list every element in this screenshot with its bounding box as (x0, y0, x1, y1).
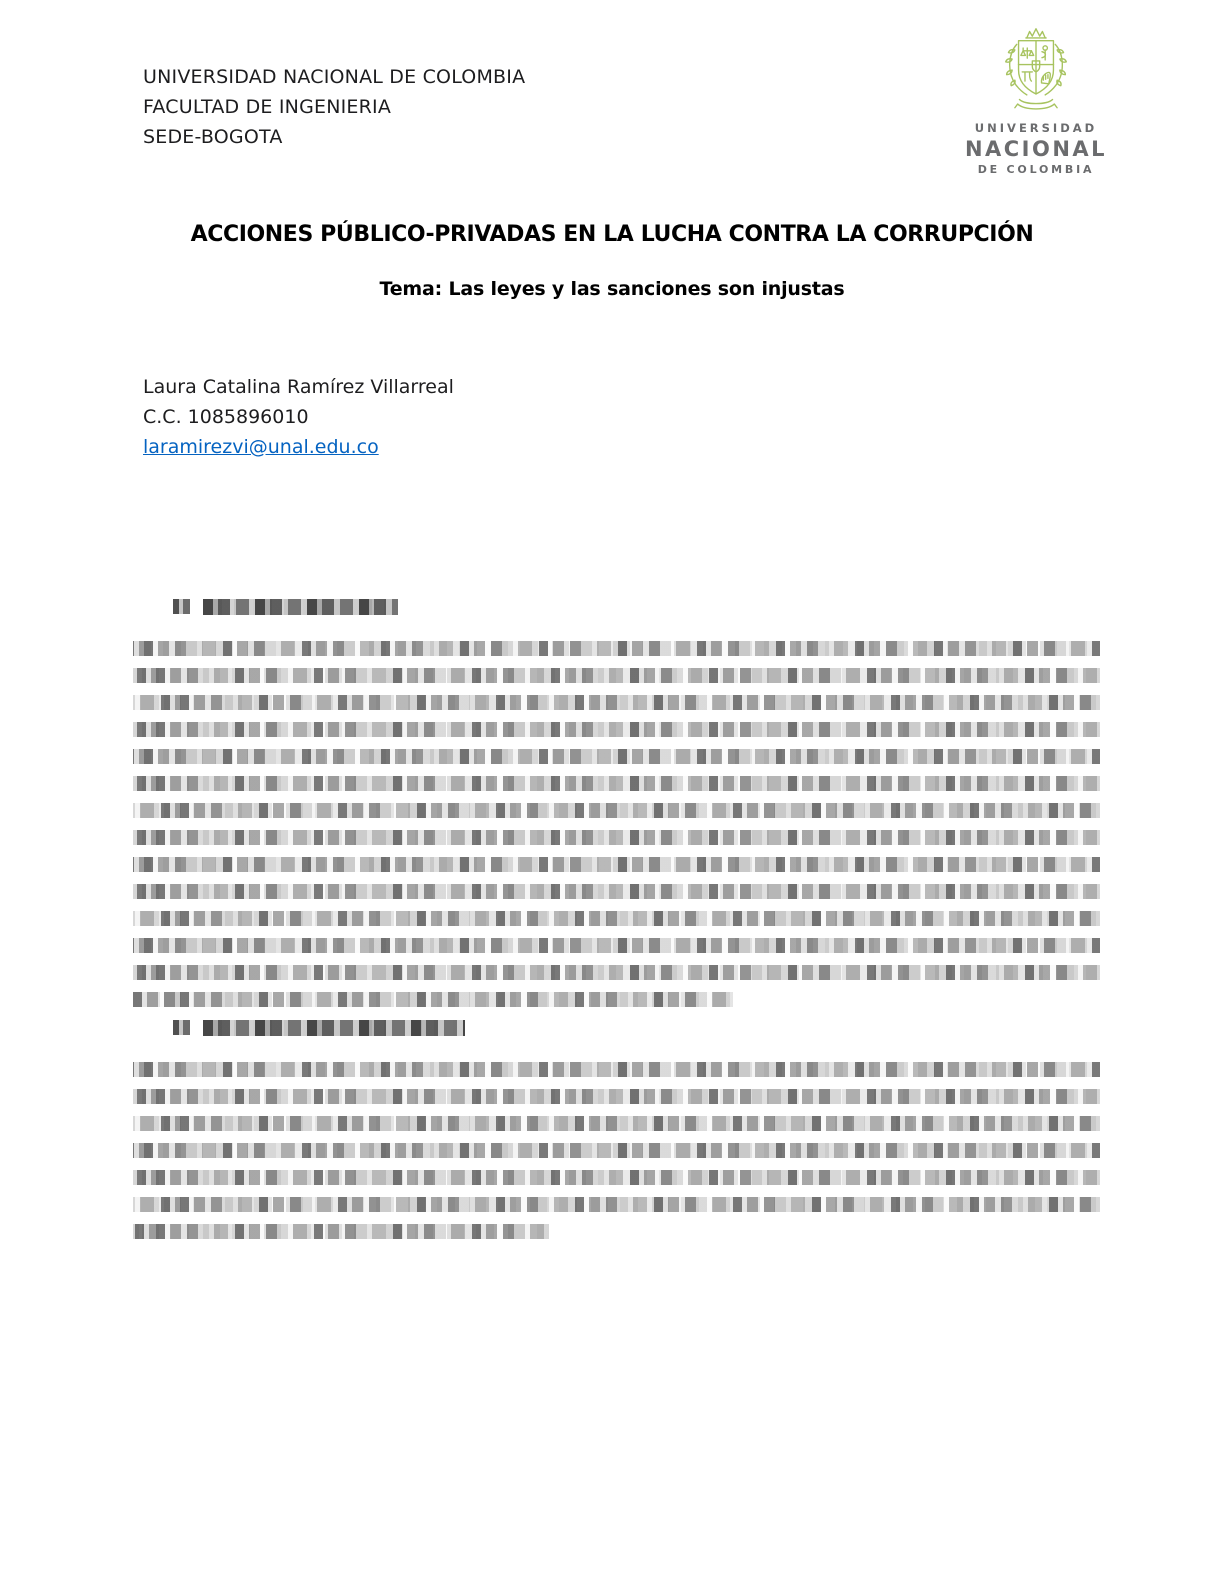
redacted-text-line (133, 641, 1100, 656)
redacted-text-line (133, 1089, 1100, 1104)
redacted-text-line (133, 722, 1100, 737)
redacted-text-line (133, 884, 1100, 899)
redacted-text-line (133, 1143, 1100, 1158)
author-email-link[interactable]: laramirezvi@unal.edu.co (143, 436, 379, 458)
redacted-text-line (133, 695, 1100, 710)
redacted-text-line (133, 1170, 1100, 1185)
redacted-text-line (133, 749, 1100, 764)
redacted-heading-text (203, 1020, 465, 1036)
redacted-heading-number (173, 599, 190, 614)
redacted-paragraph (133, 641, 1100, 737)
redacted-heading (173, 1019, 1100, 1036)
redacted-text-line (133, 1116, 1100, 1131)
redacted-paragraph (133, 1062, 1100, 1131)
author-name: Laura Catalina Ramírez Villarreal (143, 376, 454, 398)
university-header (143, 62, 525, 152)
redacted-text-line (133, 1062, 1100, 1077)
redacted-paragraph (133, 749, 1100, 845)
redacted-text-line (133, 992, 733, 1007)
redacted-text-line (133, 668, 1100, 683)
university-name: UNIVERSIDAD NACIONAL DE COLOMBIA (143, 66, 526, 88)
redacted-heading (173, 598, 1100, 615)
redacted-text-line (133, 857, 1100, 872)
redacted-heading-number (173, 1020, 190, 1035)
redacted-text-line (133, 830, 1100, 845)
redacted-text-line (133, 776, 1100, 791)
redacted-text-line (133, 803, 1100, 818)
author-block (143, 372, 454, 462)
university-logo (956, 26, 1116, 176)
campus-name: SEDE-BOGOTA (143, 126, 283, 148)
redacted-text-line (133, 911, 1100, 926)
redacted-text-line (133, 1197, 1100, 1212)
redacted-body (133, 598, 1100, 1251)
redacted-text-line (133, 1224, 549, 1239)
logo-word-universidad: UNIVERSIDAD (974, 121, 1098, 135)
redacted-paragraph (133, 1143, 1100, 1239)
redacted-heading-text (203, 599, 398, 615)
document-subtitle: Tema: Las leyes y las sanciones son injustas (379, 278, 845, 300)
faculty-name: FACULTAD DE INGENIERIA (143, 96, 392, 118)
logo-word-de-colombia: DE COLOMBIA (977, 163, 1095, 176)
university-crest-icon (990, 26, 1082, 116)
document-title: ACCIONES PÚBLICO-PRIVADAS EN LA LUCHA CONTRA LA CORRUPCIÓN (190, 222, 1034, 247)
author-id: C.C. 1085896010 (143, 406, 309, 428)
redacted-paragraph (133, 938, 1100, 1007)
redacted-paragraph (133, 857, 1100, 926)
redacted-text-line (133, 965, 1100, 980)
redacted-text-line (133, 938, 1100, 953)
logo-word-nacional: NACIONAL (964, 137, 1108, 161)
